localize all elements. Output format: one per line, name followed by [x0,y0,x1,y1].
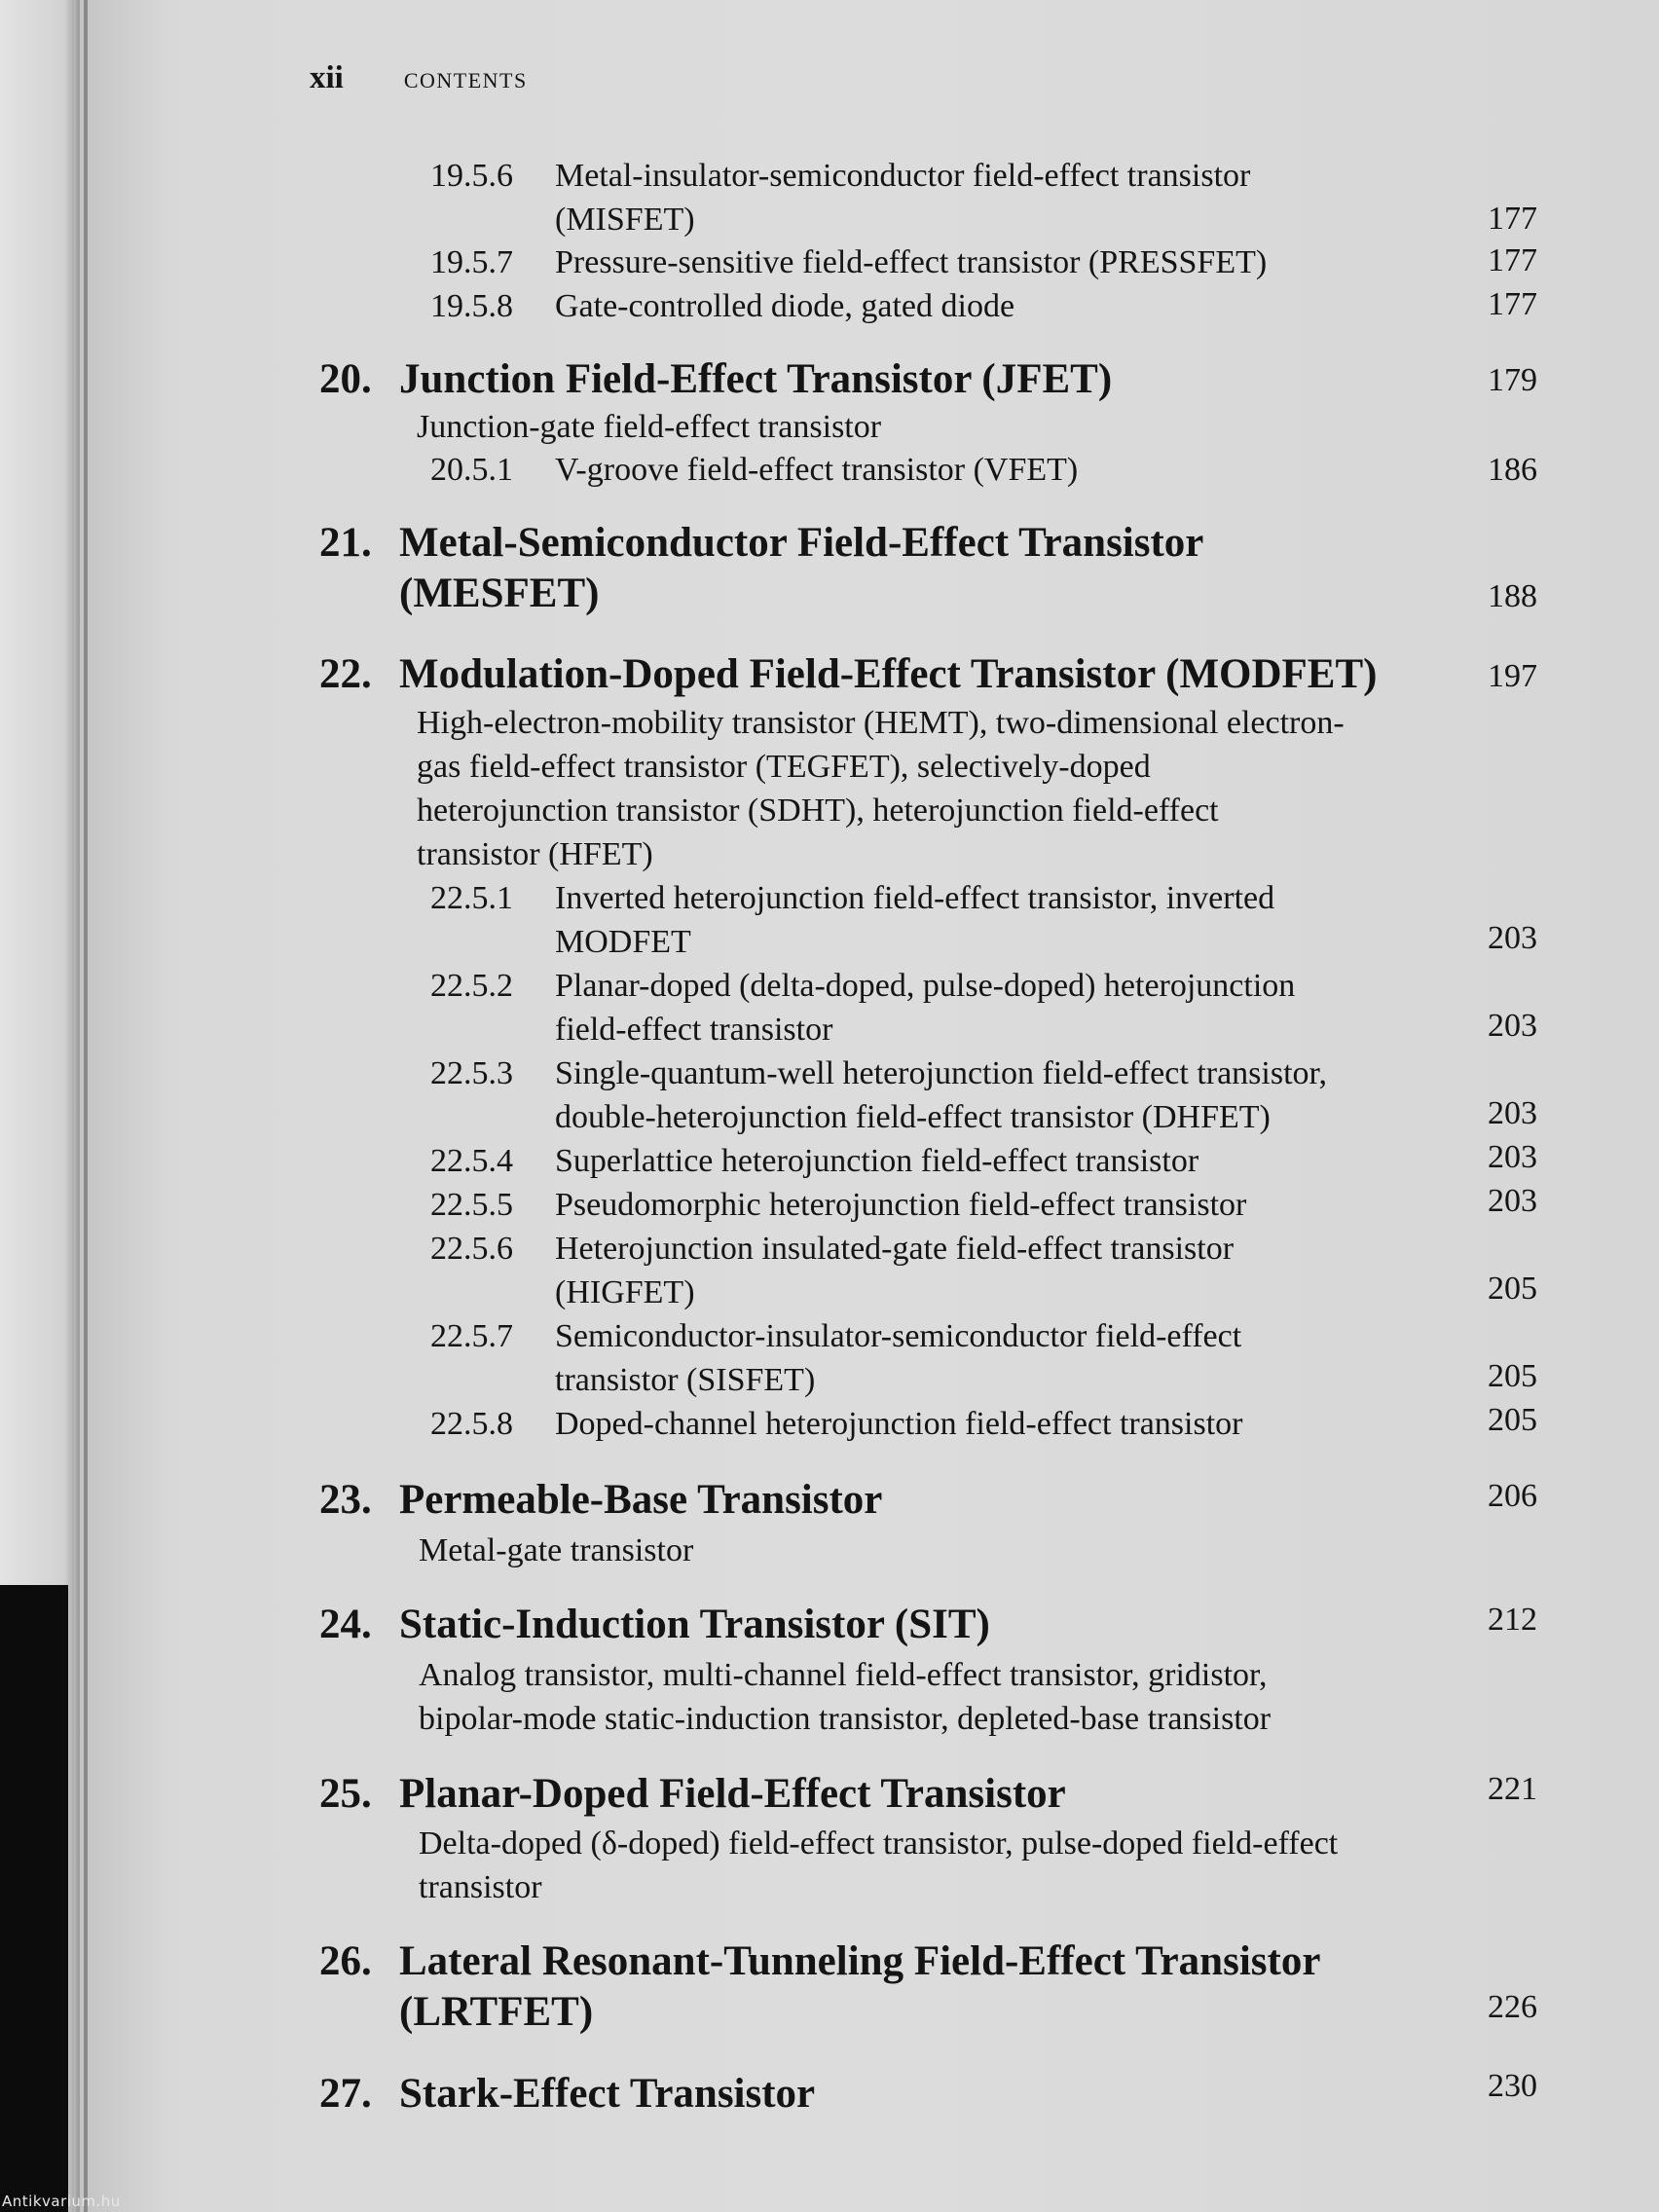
entry-title: Gate-controlled diode, gated diode [555,288,1015,324]
page-number: xii [310,60,344,95]
chapter-number: 26. [319,1938,372,1984]
entry-title: Superlattice heterojunction field-effect transistor [555,1143,1199,1179]
chapter-title: Lateral Resonant-Tunneling Field-Effect Transistor [399,1938,1321,1984]
entry-number: 19.5.8 [430,288,513,324]
entry-title: V-groove field-effect transistor (VFET) [555,452,1079,488]
entry-page: 203 [1488,1183,1537,1219]
entry-number: 22.5.4 [430,1143,513,1179]
background-shadow [0,1585,68,2212]
entry-page: 203 [1488,1008,1537,1044]
alternate-names: Metal-gate transistor [419,1532,694,1568]
chapter-page: 206 [1488,1478,1537,1514]
entry-title-cont: (HIGFET) [555,1274,695,1310]
chapter-title: Permeable-Base Transistor [399,1477,883,1523]
entry-number: 22.5.1 [430,880,513,916]
entry-page: 203 [1488,1139,1537,1175]
entry-number: 22.5.5 [430,1187,513,1223]
entry-page: 186 [1488,452,1537,488]
alternate-names: Junction-gate field-effect transistor [417,409,882,445]
chapter-page: 179 [1488,362,1537,398]
entry-number: 20.5.1 [430,452,513,488]
chapter-number: 23. [319,1477,372,1523]
entry-title: Single-quantum-well heterojunction field-effect transistor, [555,1055,1327,1091]
entry-title: Pseudomorphic heterojunction field-effect transistor [555,1187,1247,1223]
entry-page: 205 [1488,1358,1537,1394]
alternate-names-line: heterojunction transistor (SDHT), heterojunction field-effect [417,793,1219,829]
entry-title-cont: transistor (SISFET) [555,1362,816,1398]
entry-number: 22.5.6 [430,1231,513,1267]
alternate-names-line: transistor (HFET) [417,836,653,872]
chapter-number: 24. [319,1602,372,1647]
chapter-title-cont: (LRTFET) [399,1989,594,2035]
chapter-number: 25. [319,1771,372,1817]
running-title: CONTENTS [403,68,528,92]
entry-title: Heterojunction insulated-gate field-effect transistor [555,1231,1235,1267]
chapter-title: Modulation-Doped Field-Effect Transistor (MODFET) [399,651,1378,697]
alternate-names-line: High-electron-mobility transistor (HEMT), two-dimensional electron- [417,705,1345,741]
chapter-number: 20. [319,356,372,402]
chapter-title: Metal-Semiconductor Field-Effect Transistor [399,520,1204,566]
entry-number: 22.5.2 [430,968,513,1004]
alternate-names-line: transistor [419,1869,542,1905]
watermark: Antikvarium.hu [2,2193,121,2210]
entry-page: 203 [1488,920,1537,956]
entry-title: Inverted heterojunction field-effect transistor, inverted [555,880,1275,916]
chapter-number: 22. [319,651,372,697]
entry-number: 22.5.8 [430,1406,513,1442]
chapter-number: 27. [319,2071,372,2117]
entry-title: Semiconductor-insulator-semiconductor field-effect [555,1318,1242,1354]
running-head [310,60,528,96]
entry-title: Metal-insulator-semiconductor field-effect transistor [555,158,1251,194]
entry-page: 177 [1488,201,1537,237]
alternate-names-line: Analog transistor, multi-channel field-effect transistor, gridistor, [419,1657,1268,1693]
chapter-page: 212 [1488,1602,1537,1638]
chapter-title: Planar-Doped Field-Effect Transistor [399,1771,1066,1817]
entry-page: 205 [1488,1271,1537,1307]
entry-page: 203 [1488,1095,1537,1131]
alternate-names-line: Delta-doped (δ-doped) field-effect transistor, pulse-doped field-effect [419,1825,1339,1862]
entry-title-cont: double-heterojunction field-effect transistor (DHFET) [555,1099,1271,1135]
entry-title: Planar-doped (delta-doped, pulse-doped) heterojunction [555,968,1296,1004]
alternate-names-line: bipolar-mode static-induction transistor, depleted-base transistor [419,1701,1272,1737]
chapter-page: 188 [1488,578,1537,614]
entry-number: 19.5.6 [430,158,513,194]
entry-page: 177 [1488,242,1537,278]
chapter-title: Stark-Effect Transistor [399,2071,816,2117]
entry-page: 205 [1488,1402,1537,1438]
alternate-names-line: gas field-effect transistor (TEGFET), selectively-doped [417,749,1151,785]
entry-title-cont: field-effect transistor [555,1012,833,1048]
entry-title: Doped-channel heterojunction field-effect transistor [555,1406,1243,1442]
page-edge [74,0,76,2212]
chapter-title-cont: (MESFET) [399,571,600,616]
entry-title-cont: (MISFET) [555,202,695,238]
entry-number: 19.5.7 [430,244,513,280]
entry-number: 22.5.3 [430,1055,513,1091]
chapter-title: Junction Field-Effect Transistor (JFET) [399,356,1113,402]
entry-number: 22.5.7 [430,1318,513,1354]
entry-title: Pressure-sensitive field-effect transistor (PRESSFET) [555,244,1268,280]
chapter-number: 21. [319,520,372,566]
chapter-page: 230 [1488,2068,1537,2104]
binding-gutter [84,0,88,2212]
entry-title-cont: MODFET [555,924,691,960]
entry-page: 177 [1488,286,1537,322]
chapter-page: 221 [1488,1771,1537,1807]
chapter-page: 226 [1488,1989,1537,2025]
chapter-title: Static-Induction Transistor (SIT) [399,1602,990,1647]
chapter-page: 197 [1488,658,1537,694]
